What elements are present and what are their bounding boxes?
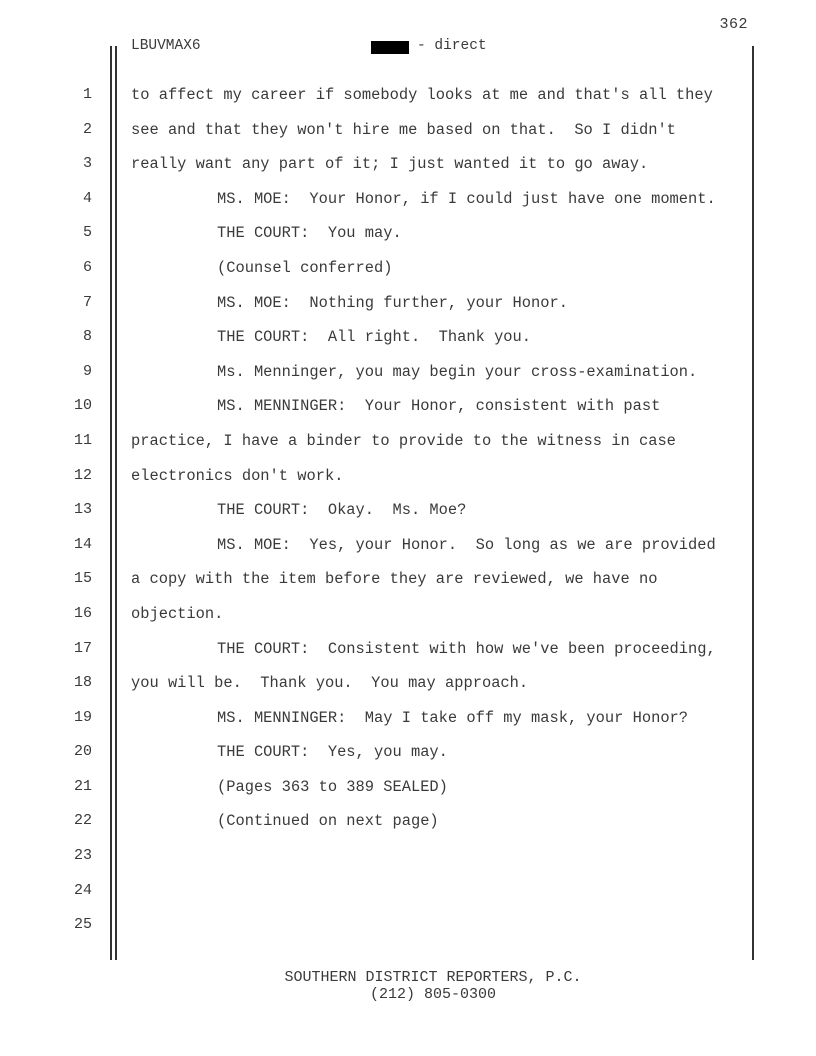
transcript-line	[0, 874, 816, 909]
line-number: 11	[73, 431, 92, 449]
transcript-line	[0, 597, 816, 632]
line-text: THE COURT: Yes, you may.	[217, 743, 448, 762]
examination-label: - direct	[417, 38, 487, 54]
line-number: 25	[73, 916, 92, 934]
line-text: MS. MENNINGER: Your Honor, consistent with past	[217, 397, 661, 416]
transcript-line	[0, 355, 816, 390]
line-text: objection.	[131, 604, 224, 623]
line-text: a copy with the item before they are reviewed, we have no	[131, 570, 658, 589]
transcript-line	[0, 908, 816, 943]
line-text: (Continued on next page)	[217, 812, 439, 831]
line-number: 16	[73, 604, 92, 622]
page-number: 362	[719, 16, 748, 33]
page-footer	[0, 969, 816, 1003]
line-text: THE COURT: Consistent with how we've been proceeding,	[217, 639, 716, 658]
line-number: 24	[73, 881, 92, 899]
line-text: MS. MOE: Nothing further, your Honor.	[217, 293, 568, 312]
line-number: 14	[73, 535, 92, 553]
transcript-line	[0, 147, 816, 182]
line-text: THE COURT: Okay. Ms. Moe?	[217, 501, 467, 520]
transcript-line	[0, 389, 816, 424]
line-number: 22	[73, 812, 92, 830]
transcript-line	[0, 286, 816, 321]
case-code: LBUVMAX6	[131, 38, 201, 54]
reporter-name: SOUTHERN DISTRICT REPORTERS, P.C.	[284, 969, 582, 986]
line-text: MS. MOE: Yes, your Honor. So long as we are provided	[217, 535, 716, 554]
transcript-line	[0, 804, 816, 839]
line-number: 23	[73, 847, 92, 865]
line-number: 18	[73, 674, 92, 692]
line-text: practice, I have a binder to provide to the witness in case	[131, 431, 676, 450]
transcript-line	[0, 182, 816, 217]
transcript-line	[0, 528, 816, 563]
line-number: 4	[82, 189, 92, 207]
transcript-line	[0, 493, 816, 528]
line-number: 2	[82, 120, 92, 138]
line-text: THE COURT: You may.	[217, 224, 402, 243]
line-number: 21	[73, 777, 92, 795]
line-text: electronics don't work.	[131, 466, 344, 485]
line-number: 17	[73, 639, 92, 657]
line-number: 20	[73, 743, 92, 761]
line-text: MS. MOE: Your Honor, if I could just have one moment.	[217, 189, 716, 208]
line-text: Ms. Menninger, you may begin your cross-examination.	[217, 362, 698, 381]
line-text: (Pages 363 to 389 SEALED)	[217, 777, 448, 796]
line-number: 8	[82, 328, 92, 346]
transcript-line	[0, 562, 816, 597]
transcript-line	[0, 251, 816, 286]
line-text: THE COURT: All right. Thank you.	[217, 328, 532, 347]
reporter-phone: (212) 805-0300	[369, 986, 497, 1003]
transcript-line	[0, 113, 816, 148]
line-text: MS. MENNINGER: May I take off my mask, your Honor?	[217, 708, 689, 727]
transcript-line	[0, 459, 816, 494]
transcript-line	[0, 770, 816, 805]
line-number: 5	[82, 224, 92, 242]
transcript-line	[0, 320, 816, 355]
transcript-line	[0, 735, 816, 770]
line-text: really want any part of it; I just wanted it to go away.	[131, 155, 649, 174]
line-text: you will be. Thank you. You may approach.	[131, 674, 529, 693]
line-text: (Counsel conferred)	[217, 258, 393, 277]
line-number: 9	[82, 362, 92, 380]
line-number: 13	[73, 501, 92, 519]
transcript-body	[0, 78, 816, 943]
line-number: 3	[82, 155, 92, 173]
line-number: 15	[73, 570, 92, 588]
transcript-line	[0, 78, 816, 113]
redaction-bar	[371, 41, 409, 54]
transcript-line	[0, 701, 816, 736]
transcript-line	[0, 666, 816, 701]
transcript-line	[0, 632, 816, 667]
line-number: 1	[82, 86, 92, 103]
line-text: to affect my career if somebody looks at me and that's all they	[131, 86, 713, 104]
line-number: 6	[82, 258, 92, 276]
line-number: 12	[73, 466, 92, 484]
line-number: 19	[73, 708, 92, 726]
line-number: 7	[82, 293, 92, 311]
transcript-header	[131, 38, 731, 58]
transcript-line	[0, 424, 816, 459]
transcript-line	[0, 839, 816, 874]
line-number: 10	[73, 397, 92, 415]
transcript-line	[0, 216, 816, 251]
line-text: see and that they won't hire me based on that. So I didn't	[131, 120, 676, 139]
